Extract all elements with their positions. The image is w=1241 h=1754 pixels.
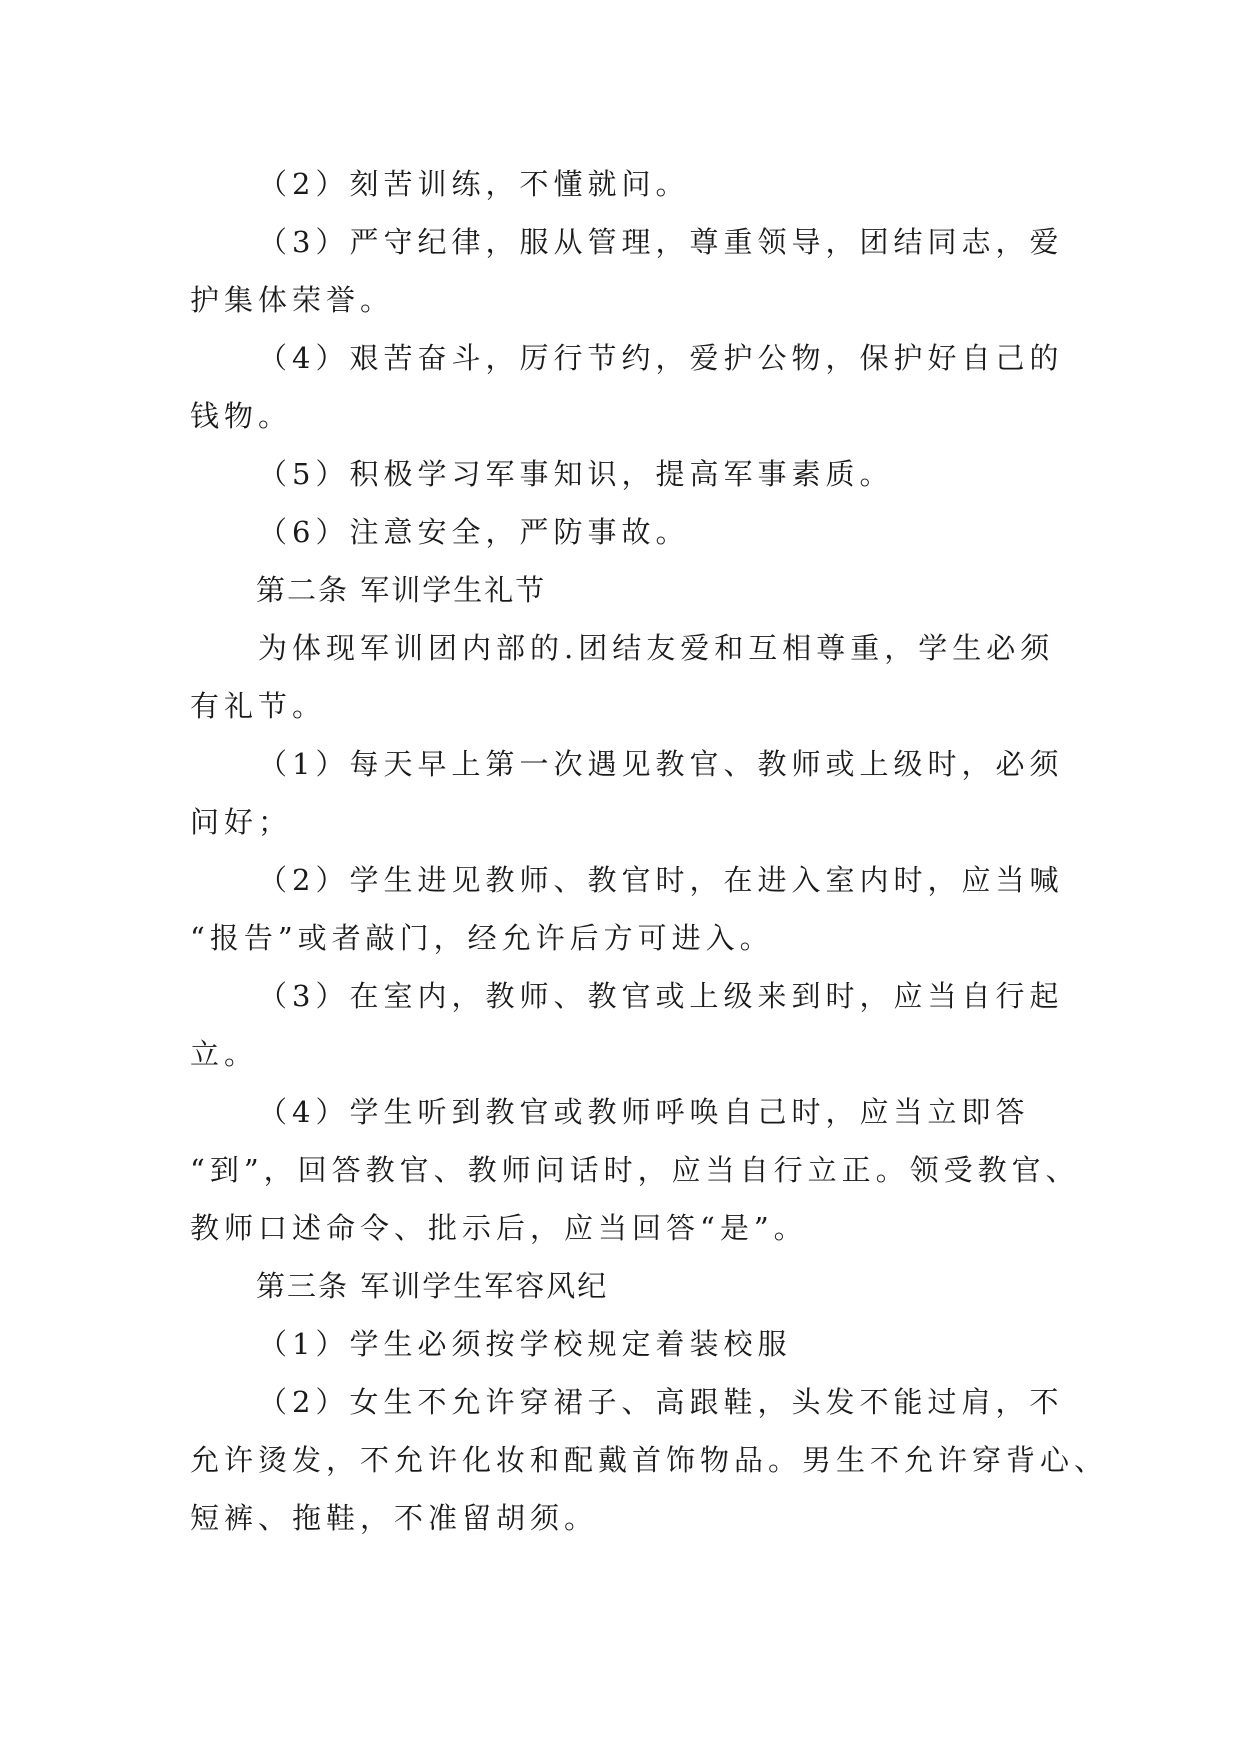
text-line: 第二条 军训学生礼节 — [256, 573, 547, 607]
text-line: （1）学生必须按学校规定着装校服 — [258, 1327, 792, 1361]
text-line: 第三条 军训学生军容风纪 — [256, 1269, 609, 1303]
section-heading — [190, 1257, 1070, 1315]
paragraph — [190, 851, 1070, 967]
text-line: （5）积极学习军事知识，提高军事素质。 — [258, 457, 894, 491]
text-line: （3）严守纪律，服从管理，尊重领导，团结同志，爱 — [258, 225, 1064, 259]
text-line: （2）学生进见教师、教官时，在进入室内时，应当喊 — [258, 863, 1064, 897]
text-line: 钱物。 — [190, 399, 293, 433]
section-heading — [190, 561, 1070, 619]
paragraph — [190, 503, 1070, 561]
paragraph — [190, 1315, 1070, 1373]
paragraph — [190, 1083, 1080, 1257]
text-line: 允许烫发，不允许化妆和配戴首饰物品。男生不允许穿背心、 — [190, 1443, 1109, 1477]
paragraph — [190, 735, 1070, 851]
text-line: （6）注意安全，严防事故。 — [258, 515, 690, 549]
paragraph — [190, 619, 1070, 735]
paragraph — [190, 967, 1070, 1083]
paragraph — [190, 155, 1070, 213]
paragraph — [190, 1373, 1109, 1547]
text-line: 护集体荣誉。 — [190, 283, 395, 317]
text-line: （3）在室内，教师、教官或上级来到时，应当自行起 — [258, 979, 1064, 1013]
text-line: 有礼节。 — [190, 689, 327, 723]
paragraph — [190, 213, 1070, 329]
document-body — [190, 155, 1109, 1547]
text-line: （2）女生不允许穿裙子、高跟鞋，头发不能过肩，不 — [258, 1385, 1064, 1419]
text-line: “到”，回答教官、教师问话时，应当自行立正。领受教官、 — [190, 1153, 1080, 1187]
text-line: 问好； — [190, 805, 293, 839]
text-line: （4）学生听到教官或教师呼唤自己时，应当立即答 — [258, 1095, 1030, 1129]
paragraph — [190, 445, 1070, 503]
text-line: 教师口述命令、批示后，应当回答“是”。 — [190, 1211, 808, 1245]
paragraph — [190, 329, 1070, 445]
text-line: 为体现军训团内部的.团结友爱和互相尊重，学生必须 — [258, 631, 1055, 665]
text-line: “报告”或者敲门，经允许后方可进入。 — [190, 921, 774, 955]
text-line: 立。 — [190, 1037, 259, 1071]
text-line: （4）艰苦奋斗，厉行节约，爱护公物，保护好自己的 — [258, 341, 1064, 375]
text-line: （1）每天早上第一次遇见教官、教师或上级时，必须 — [258, 747, 1064, 781]
text-line: 短裤、拖鞋，不准留胡须。 — [190, 1501, 599, 1535]
text-line: （2）刻苦训练，不懂就问。 — [258, 167, 690, 201]
